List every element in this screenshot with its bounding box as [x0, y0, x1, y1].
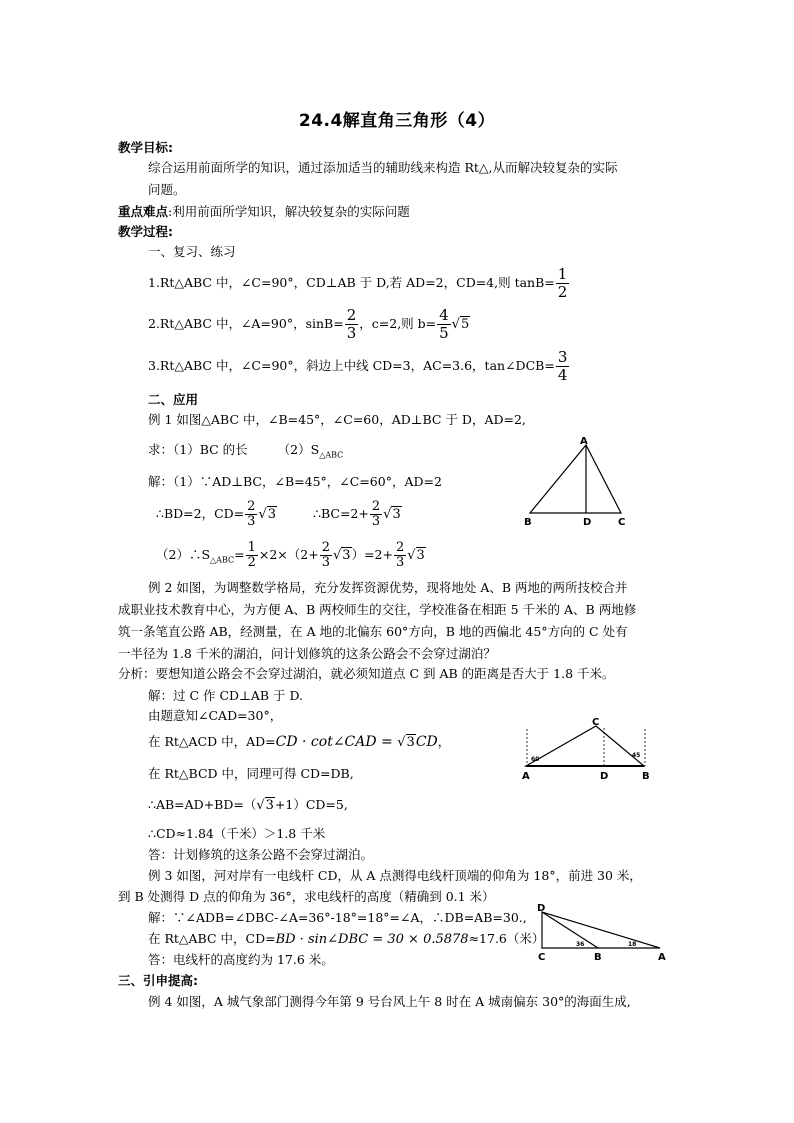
frac: [245, 500, 257, 529]
frac-num: 3: [557, 348, 568, 366]
ex1-q2: （2）S: [277, 442, 320, 457]
sqrt: √3: [383, 506, 401, 522]
angle-a-label: 60: [531, 756, 540, 763]
ex2-p1: 例 2 如图，为调整数学格局，充分发挥资源优势，现将地处 A、B 两地的两所技校合并: [148, 580, 628, 595]
ex2-s3-expr: CD · cot∠CAD =: [275, 734, 398, 750]
ex1-sol2: [156, 496, 402, 533]
frac-num: 2: [395, 540, 405, 555]
frac: [394, 541, 406, 570]
frac-den: 3: [247, 514, 256, 529]
review-heading: 一、复习、练习: [148, 244, 236, 259]
sqrt: √3: [407, 547, 425, 563]
angle-b-label: 36: [576, 941, 585, 948]
frac-den: 2: [557, 283, 568, 301]
process-heading: 教学过程:: [118, 224, 173, 239]
label-a: A: [522, 771, 530, 782]
frac-num: 2: [346, 306, 357, 324]
ex3-s2: [148, 931, 544, 948]
label-d: D: [583, 517, 592, 528]
label-b: B: [594, 952, 602, 963]
frac-den: 4: [557, 366, 568, 384]
frac: [246, 541, 258, 570]
ex1-q2-sub: △ABC: [319, 450, 344, 460]
label-d: D: [537, 903, 546, 914]
frac-num: 1: [247, 540, 256, 555]
frac-num: 2: [247, 499, 256, 514]
triangle-dca: [542, 912, 660, 948]
frac-den: 3: [395, 555, 405, 570]
review-q1-answer: [556, 266, 570, 301]
label-a: A: [580, 436, 588, 447]
key-text: :利用前面所学知识，解决较复杂的实际问题: [168, 204, 410, 219]
ex2-s6: ∴CD≈1.84（千米）＞1.8 千米: [148, 826, 326, 841]
ex3-s2-expr: BD · sin∠DBC = 30 × 0.5878: [275, 932, 469, 947]
ex3-p2: 到 B 处测得 D 点的仰角为 36°，求电线杆的高度（精确到 0.1 米）: [118, 889, 495, 904]
ex1-cd: ∴BD=2，CD=: [156, 506, 245, 521]
review-q1: [148, 264, 570, 302]
ex1-line2: [148, 442, 343, 464]
review-q2: [148, 305, 470, 344]
review-q2-text: 2.Rt△ABC 中，∠A=90°，sinB=: [148, 316, 344, 331]
page-title: 24.4解直角三角形（4）: [298, 111, 496, 131]
key-label: 重点难点: [118, 204, 169, 219]
line-db: [542, 912, 598, 948]
ex1-q1: 求：（1）BC 的长: [148, 442, 248, 457]
ex1-eq: =: [234, 547, 245, 562]
sqrt: √3: [397, 734, 415, 750]
goals-text-2: 问题。: [148, 182, 186, 197]
review-q3: [148, 347, 570, 385]
ex1-result: ）=2+: [351, 547, 393, 562]
ex2-s1: 解：过 C 作 CD⊥AB 于 D.: [148, 688, 304, 703]
extend-p1: 例 4 如图，A 城气象部门测得今年第 9 号台风上午 8 时在 A 城南偏东 30°的海面生成,: [148, 994, 631, 1009]
ex3-s1: 解：∵∠ADB=∠DBC-∠A=36°-18°=18°=∠A，∴DB=AB=30.,: [148, 910, 527, 925]
goals-heading: 教学目标:: [118, 140, 173, 155]
triangle-acb: [526, 726, 644, 766]
label-c: C: [538, 952, 546, 963]
ex2-s5-text: ∴AB=AD+BD=（: [148, 797, 257, 812]
label-b: B: [642, 771, 650, 782]
ex3-p1: 例 3 如图，河对岸有一电线杆 CD，从 A 点测得电线杆顶端的仰角为 18°，前进 30 米，: [148, 868, 642, 883]
sqrt: √5: [451, 316, 470, 332]
label-c: C: [592, 717, 600, 728]
ex2-s4: 在 Rt△BCD 中，同理可得 CD=DB,: [148, 766, 354, 781]
key-points: [118, 204, 410, 220]
radicand: 3: [392, 506, 401, 522]
frac-den: 3: [371, 514, 381, 529]
sqrt: √3: [332, 547, 351, 563]
label-b: B: [524, 517, 532, 528]
ex1-bc: ∴BC=2+: [313, 506, 369, 521]
radicand: 3: [416, 547, 425, 563]
triangle-abc: [530, 445, 621, 513]
frac-num: 2: [321, 540, 330, 555]
apply-heading: 二、应用: [148, 392, 199, 407]
ex3-answer: 答：电线杆的高度约为 17.6 米。: [148, 952, 334, 967]
ex1-sol3: [156, 537, 426, 579]
ex2-p3: 筑一条笔直公路 AB，经测量，在 A 地的北偏东 60°方向，B 地的西偏北 45°方向的 C 处有: [118, 624, 628, 639]
frac-den: 3: [346, 324, 357, 342]
frac-den: 2: [247, 555, 256, 570]
radicand: 3: [406, 734, 415, 750]
ex2-p4: 一半径为 1.8 千米的湖泊，问计划修筑的这条公路会不会穿过湖泊？: [118, 646, 496, 661]
ex1-area-sub: △ABC: [210, 555, 235, 565]
ex2-s5: [148, 797, 348, 814]
radicand: 5: [460, 316, 470, 332]
ex1-triangle-figure: [518, 432, 638, 532]
label-c: C: [618, 517, 626, 528]
ex2-s2: 由题意知∠CAD=30°，: [148, 708, 283, 723]
ex2-analysis: 分析：要想知道公路会不会穿过湖泊，就必须知道点 C 到 AB 的距离是否大于 1.8 千米。: [118, 666, 615, 681]
ex3-s2-text: 在 Rt△ABC 中，CD=: [148, 931, 276, 946]
ex2-s5-tail: +1）CD=5,: [274, 797, 348, 812]
label-d: D: [600, 771, 609, 782]
frac: [370, 500, 382, 529]
frac-den: 5: [439, 324, 449, 342]
review-q3-answer: [556, 349, 570, 384]
frac-num: 4: [439, 306, 449, 324]
extend-heading: 三、引申提高:: [118, 973, 198, 988]
ex3-s2-tail: ≈17.6（米）: [468, 931, 545, 946]
ex1-mult: ×2×（2+: [258, 547, 319, 562]
ex3-pole-figure: [532, 898, 672, 966]
review-q2-mid: ，c=2,则 b=: [359, 316, 437, 331]
ex2-answer: 答：计划修筑的这条公路不会穿过湖泊。: [148, 847, 374, 862]
goals-text-1: 综合运用前面所学的知识，通过添加适当的辅助线来构造 Rt△,从而解决较复杂的实际: [148, 160, 618, 175]
review-q2-answer: [437, 307, 451, 342]
ex1-line1: 例 1 如图△ABC 中，∠B=45°，∠C=60，AD⊥BC 于 D，AD=2,: [148, 412, 526, 427]
sqrt: √3: [258, 506, 277, 522]
radicand: 3: [342, 547, 351, 563]
angle-b-label: 45: [632, 752, 641, 759]
ex2-p2: 成职业技术教育中心，为方便 A、B 两校师生的交往，学校准备在相距 5 千米的 A、B 两地修: [118, 602, 637, 617]
angle-a-label: 18: [628, 941, 637, 948]
frac-num: 2: [371, 499, 381, 514]
ex2-s3-text: 在 Rt△ACD 中，AD=: [148, 734, 276, 749]
frac-den: 3: [321, 555, 330, 570]
review-q3-text: 3.Rt△ABC 中，∠C=90°，斜边上中线 CD=3，AC=3.6，tan∠DCB=: [148, 358, 555, 373]
ex2-road-figure: [516, 714, 656, 786]
frac-num: 1: [557, 265, 568, 283]
ex1-area: （2）∴S: [156, 547, 211, 562]
label-a: A: [658, 952, 666, 963]
ex2-s3: 在 Rt△ACD 中，AD=CD · cot∠CAD = √3CD，: [148, 734, 451, 750]
sqrt: √3: [256, 797, 274, 813]
radicand: 3: [265, 797, 274, 813]
ex2-s3-tail: CD: [415, 734, 438, 750]
frac: [320, 541, 332, 570]
radicand: 3: [267, 506, 277, 522]
review-q1-text: 1.Rt△ABC 中，∠C=90°，CD⊥AB 于 D,若 AD=2，CD=4,则 tanB=: [148, 275, 555, 290]
review-q2-sin: [345, 307, 359, 342]
ex1-sol1: 解：（1）∵AD⊥BC，∠B=45°，∠C=60°，AD=2: [148, 474, 442, 489]
